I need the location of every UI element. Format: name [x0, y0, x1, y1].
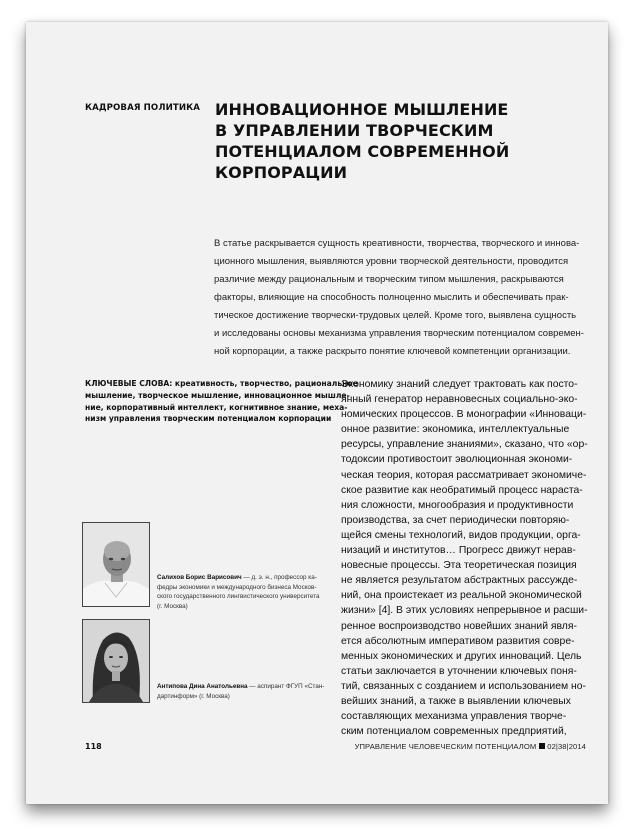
abstract-line: В статье раскрывается сущность креативности, творчества, творческого и иннова- — [214, 238, 580, 249]
author-info-antipova — [157, 682, 324, 701]
body-line: ское развитие как необратимый процесс нараста- — [341, 484, 583, 496]
body-line: тодоксии противостоит эволюционная экономи- — [341, 454, 573, 466]
article-title — [215, 99, 515, 183]
abstract — [214, 235, 600, 361]
abstract-line: различие между рациональным и творческим типом мышления, раскрываются — [214, 274, 564, 285]
body-line: статьи заключается в уточнении ключевых поня- — [341, 665, 577, 677]
abstract-line: факторы, влияющие на способность полноценно мыслить и обеспечивать прак- — [214, 292, 569, 303]
abstract-line: ной корпорации, а также раскрыто понятие ключевой компетенции организации. — [214, 346, 571, 357]
body-line: составляющих механизма управления творче- — [341, 711, 567, 723]
author-desc: — аспирант ФГУП «Стан- — [247, 683, 325, 690]
author-info-salikhov — [157, 573, 320, 611]
square-bullet-icon — [539, 743, 545, 749]
title-line: КОРПОРАЦИИ — [215, 163, 348, 182]
body-line: вейших знаний, а также в выявлении ключевых — [341, 695, 571, 707]
body-line: ния сложности, многообразия и продуктивности — [341, 499, 574, 511]
abstract-line: тическое достижение творчески-трудовых целей. Кроме того, выявлена сущность — [214, 310, 577, 321]
journal-issue: 02|38|2014 — [547, 742, 586, 751]
keywords-line: мышление, творческое мышление, инновационное мышле- — [85, 390, 350, 400]
body-line: низаций и институтов… Прогресс движут нерав- — [341, 545, 576, 557]
author-name: Салихов Борис Варисович — [157, 574, 242, 581]
abstract-line: и исследованы основы механизма управления творческим потенциалом современ- — [214, 328, 584, 339]
body-line: жизни» [4]. В этих условиях непрерывное и расши- — [341, 605, 588, 617]
journal-page — [26, 22, 608, 804]
keywords-line: ние, корпоративный интеллект, когнитивное знание, меха- — [85, 402, 348, 412]
journal-footer — [355, 742, 586, 751]
body-line: онное развитие: экономика, интеллектуальные — [341, 424, 570, 436]
author-line: (г. Москва) — [157, 602, 188, 610]
abstract-line: ционного мышления, выявляются уровни творческой деятельности, проводится — [214, 256, 569, 267]
author-photo-salikhov — [82, 522, 150, 607]
body-line: ресурсы, управление знаниями», сказано, что «ор- — [341, 439, 588, 451]
body-line: ческая теория, которая рассматривает экономиче- — [341, 469, 587, 481]
page-number: 118 — [85, 742, 102, 751]
author-line — [157, 573, 320, 583]
title-line: ИННОВАЦИОННОЕ МЫШЛЕНИЕ — [215, 100, 509, 119]
keywords-line: КЛЮЧЕВЫЕ СЛОВА: креативность, творчество, рациональное — [85, 379, 358, 388]
body-line: ским потенциалом современных предприятий, — [341, 726, 567, 738]
author-line: дартинформ» (г. Москва) — [157, 692, 230, 700]
body-line: Экономику знаний следует трактовать как посто- — [341, 379, 578, 390]
author-name: Антипова Дина Анатольевна — [157, 683, 248, 690]
body-line: номических процессов. В монографии «Инноваци- — [341, 409, 587, 421]
author-desc: — д. э. н., профессор ка- — [241, 574, 317, 581]
body-line: менных экономических и других инноваций. Цель — [341, 650, 582, 662]
author-line — [157, 682, 324, 692]
title-line: ПОТЕНЦИАЛОМ СОВРЕМЕННОЙ — [215, 142, 510, 161]
body-line: не является результатом абстрактных рассужде- — [341, 575, 578, 587]
body-line: ренное воспроизводство новейших знаний явля- — [341, 620, 577, 632]
author-line: федры экономики и международного бизнеса Москов- — [157, 583, 317, 591]
body-line: ний, она проистекает из реальной экономической — [341, 590, 582, 602]
body-line: янный генератор неравновесных социально-эко- — [341, 394, 578, 406]
body-line: производства, за счет периодически повторяю- — [341, 514, 570, 526]
body-line: новесные процессы. Эта теоретическая позиция — [341, 560, 577, 572]
journal-name: УПРАВЛЕНИЕ ЧЕЛОВЕЧЕСКИМ ПОТЕНЦИАЛОМ — [354, 742, 537, 751]
section-label: КАДРОВАЯ ПОЛИТИКА — [85, 103, 201, 113]
title-line: В УПРАВЛЕНИИ ТВОРЧЕСКИМ — [215, 121, 494, 140]
body-line: ется абсолютным императивом развития совре- — [341, 635, 575, 647]
author-photo-antipova — [82, 619, 150, 703]
body-line: щейся смены технологий, видов продукции, орга- — [341, 529, 581, 541]
body-text — [341, 377, 603, 739]
keywords — [85, 378, 358, 425]
body-line: тий, связанных с созданием и использованием но- — [341, 680, 587, 692]
keywords-line: низм управления творческим потенциалом корпорации — [85, 414, 332, 424]
author-line: ского государственного лингвистического университета — [157, 593, 320, 601]
